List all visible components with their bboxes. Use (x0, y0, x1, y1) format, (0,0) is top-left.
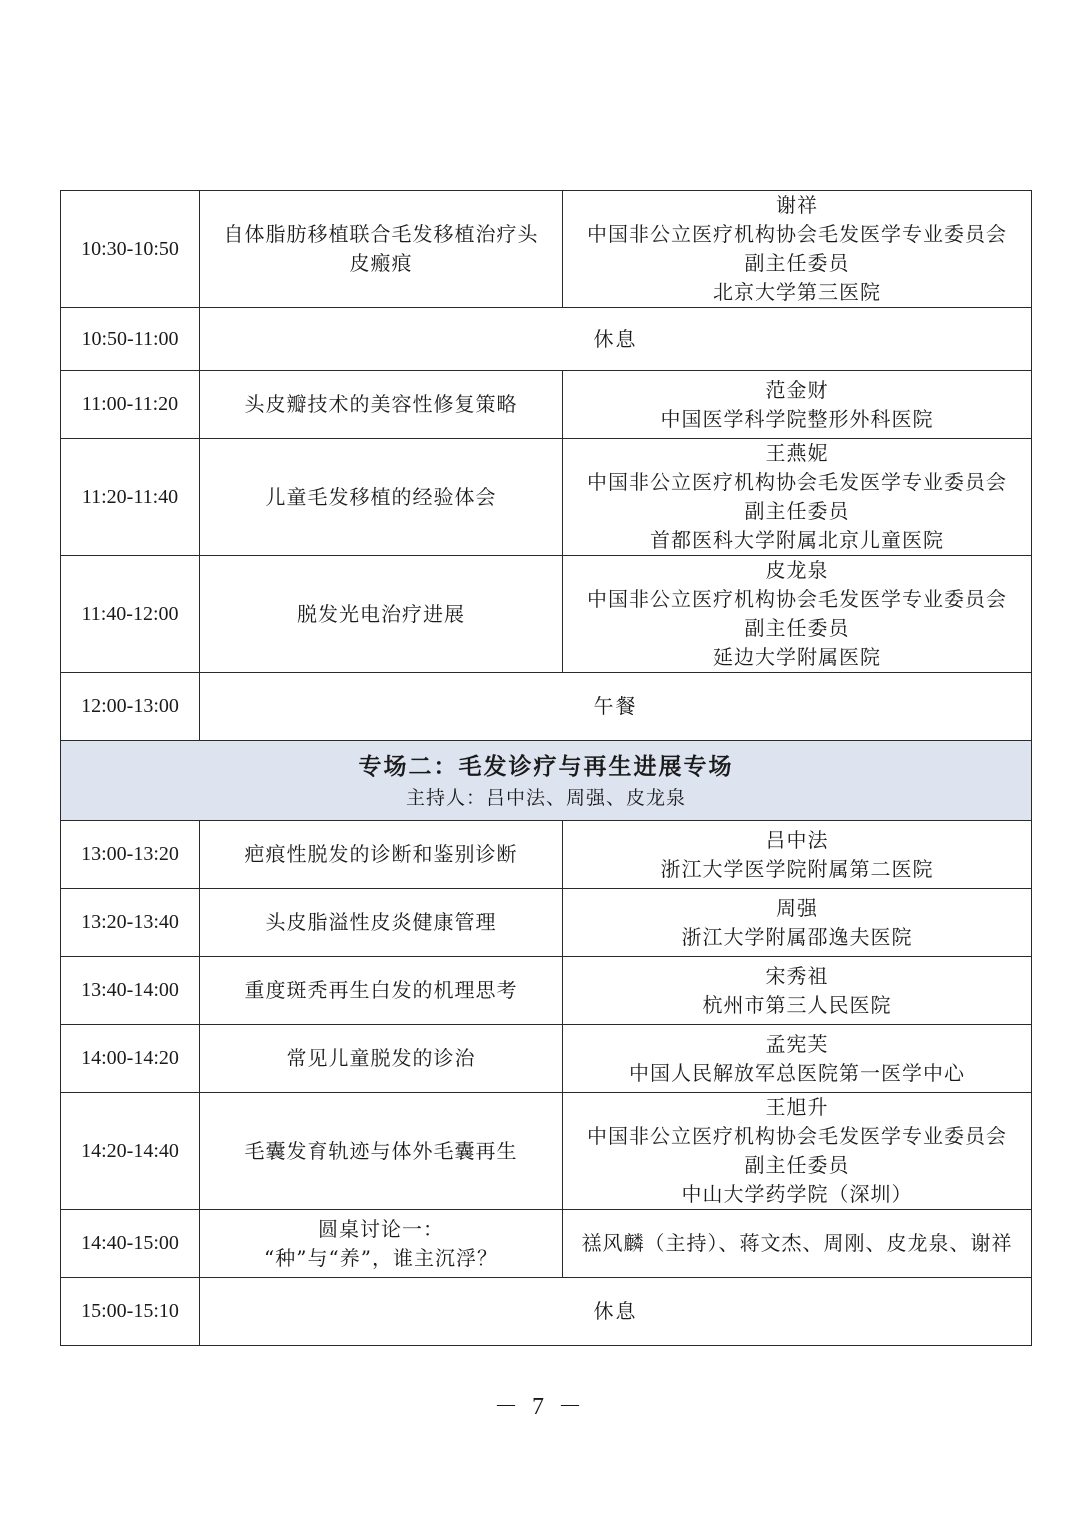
session-row (61, 439, 1032, 556)
topic-line: 皮瘢痕 (349, 251, 413, 275)
session-row (61, 889, 1032, 957)
speaker-line: 北京大学第三医院 (713, 280, 881, 304)
speaker-line: 王旭升 (765, 1095, 829, 1119)
time-cell: 13:40-14:00 (61, 957, 200, 1025)
break-row (61, 673, 1032, 741)
topic-line: 脱发光电治疗进展 (297, 601, 465, 626)
speaker-cell (563, 821, 1032, 889)
topic-cell (200, 1210, 563, 1278)
time-cell: 11:20-11:40 (61, 439, 200, 556)
topic-line: 头皮脂溢性皮炎健康管理 (265, 910, 497, 934)
session-row (61, 191, 1032, 308)
speaker-line: 中山大学药学院（深圳） (681, 1182, 913, 1206)
speaker-line: 中国非公立医疗机构协会毛发医学专业委员会 (587, 470, 1007, 494)
topic-line: 自体脂肪移植联合毛发移植治疗头 (223, 222, 539, 246)
session-row (61, 957, 1032, 1025)
speaker-line: 副主任委员 (744, 616, 850, 640)
time-cell: 10:30-10:50 (61, 191, 200, 308)
session-row (61, 1210, 1032, 1278)
speaker-cell (563, 556, 1032, 673)
speaker-line: 副主任委员 (744, 1153, 850, 1177)
speaker-line: 禚风麟（主持）、蒋文杰、周刚、皮龙泉、谢祥 (581, 1231, 1013, 1255)
break-label: 午餐 (200, 673, 1032, 741)
section-hosts: 主持人：吕中法、周强、皮龙泉 (405, 786, 686, 809)
break-row (61, 308, 1032, 371)
speaker-line: 浙江大学附属邵逸夫医院 (681, 924, 913, 949)
session-row (61, 1093, 1032, 1210)
break-label: 休息 (200, 308, 1032, 371)
topic-cell (200, 957, 563, 1025)
time-cell: 11:00-11:20 (61, 371, 200, 439)
page-number: － 7 － (494, 1394, 586, 1420)
speaker-line: 谢祥 (776, 193, 818, 217)
speaker-line: 皮龙泉 (765, 558, 829, 582)
topic-line: 儿童毛发移植的经验体会 (265, 484, 497, 509)
speaker-line: 孟宪芙 (765, 1031, 829, 1056)
speaker-line: 王燕妮 (765, 441, 829, 465)
speaker-line: 范金财 (765, 377, 829, 402)
schedule-body (61, 191, 1032, 1346)
time-cell: 14:20-14:40 (61, 1093, 200, 1210)
speaker-cell (563, 1210, 1032, 1278)
topic-cell (200, 889, 563, 957)
section-header-cell (61, 741, 1032, 821)
speaker-line: 周强 (776, 895, 818, 920)
section-header-row (61, 741, 1032, 821)
topic-line: 圆桌讨论一： (318, 1216, 444, 1241)
time-cell: 10:50-11:00 (61, 308, 200, 371)
topic-cell (200, 1025, 563, 1093)
time-cell: 14:40-15:00 (61, 1210, 200, 1278)
topic-line: 常见儿童脱发的诊治 (286, 1046, 476, 1070)
time-cell: 15:00-15:10 (61, 1278, 200, 1346)
speaker-cell (563, 191, 1032, 308)
speaker-line: 中国医学科学院整形外科医院 (660, 406, 934, 431)
topic-cell (200, 821, 563, 889)
speaker-cell (563, 889, 1032, 957)
topic-cell (200, 1093, 563, 1210)
speaker-line: 吕中法 (765, 827, 829, 852)
section-title: 专场二：毛发诊疗与再生进展专场 (358, 752, 734, 780)
speaker-line: 中国非公立医疗机构协会毛发医学专业委员会 (587, 587, 1007, 611)
speaker-cell (563, 1025, 1032, 1093)
speaker-line: 副主任委员 (744, 251, 850, 275)
speaker-line: 首都医科大学附属北京儿童医院 (650, 528, 944, 552)
time-cell: 13:20-13:40 (61, 889, 200, 957)
topic-line: 疤痕性脱发的诊断和鉴别诊断 (244, 842, 518, 866)
speaker-line: 浙江大学医学院附属第二医院 (660, 856, 934, 881)
session-row (61, 1025, 1032, 1093)
speaker-line: 中国人民解放军总医院第一医学中心 (629, 1060, 965, 1085)
session-row (61, 371, 1032, 439)
topic-cell (200, 191, 563, 308)
time-cell: 12:00-13:00 (61, 673, 200, 741)
time-cell: 13:00-13:20 (61, 821, 200, 889)
speaker-line: 杭州市第三人民医院 (702, 992, 892, 1017)
topic-line: 重度斑秃再生白发的机理思考 (244, 978, 518, 1002)
topic-line: 头皮瓣技术的美容性修复策略 (244, 392, 518, 416)
topic-cell (200, 556, 563, 673)
topic-cell (200, 439, 563, 556)
time-cell: 11:40-12:00 (61, 556, 200, 673)
speaker-line: 延边大学附属医院 (713, 645, 881, 669)
speaker-line: 宋秀祖 (765, 963, 829, 988)
topic-cell (200, 371, 563, 439)
speaker-cell (563, 957, 1032, 1025)
session-row (61, 821, 1032, 889)
speaker-line: 中国非公立医疗机构协会毛发医学专业委员会 (587, 1124, 1007, 1148)
speaker-cell (563, 1093, 1032, 1210)
break-label: 休息 (200, 1278, 1032, 1346)
session-row (61, 556, 1032, 673)
topic-line: “种”与“养”，谁主沉浮？ (264, 1245, 498, 1270)
speaker-cell (563, 439, 1032, 556)
speaker-line: 中国非公立医疗机构协会毛发医学专业委员会 (587, 222, 1007, 246)
time-cell: 14:00-14:20 (61, 1025, 200, 1093)
schedule-table (60, 190, 1032, 1346)
topic-line: 毛囊发育轨迹与体外毛囊再生 (244, 1138, 518, 1163)
break-row (61, 1278, 1032, 1346)
speaker-line: 副主任委员 (744, 499, 850, 523)
speaker-cell (563, 371, 1032, 439)
